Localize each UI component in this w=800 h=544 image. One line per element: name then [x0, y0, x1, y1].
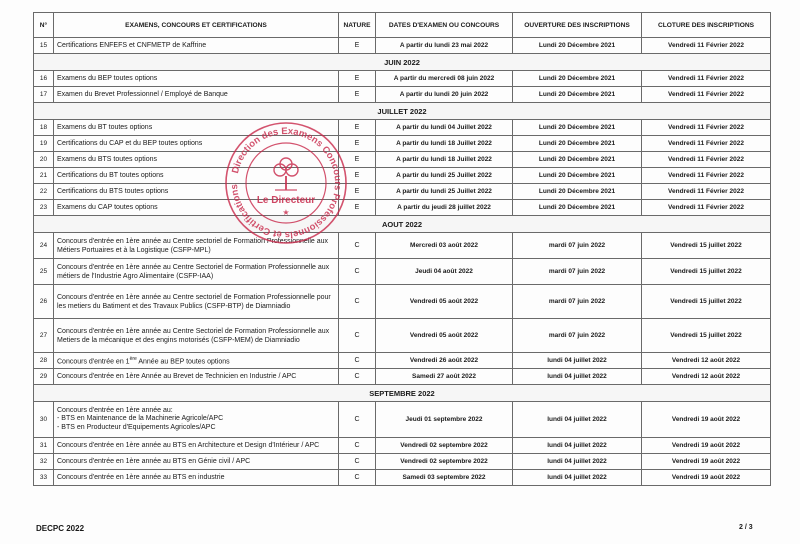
- registration-open-date: Lundi 20 Décembre 2021: [513, 38, 642, 54]
- table-row: [34, 120, 771, 136]
- nature-code: E: [339, 87, 376, 103]
- registration-close-date: Vendredi 11 Février 2022: [642, 200, 771, 216]
- table-row: [34, 168, 771, 184]
- registration-close-date: Vendredi 15 juillet 2022: [642, 319, 771, 353]
- row-number: 30: [34, 402, 54, 438]
- exam-title-part: Concours d'entrée en 1: [57, 358, 130, 366]
- registration-open-date: Lundi 20 Décembre 2021: [513, 136, 642, 152]
- registration-open-date: Lundi 20 Décembre 2021: [513, 71, 642, 87]
- exam-date: Vendredi 26 août 2022: [376, 353, 513, 369]
- table-row: [34, 136, 771, 152]
- row-number: 15: [34, 38, 54, 54]
- registration-close-date: Vendredi 19 août 2022: [642, 470, 771, 486]
- nature-code: E: [339, 152, 376, 168]
- registration-close-date: Vendredi 12 août 2022: [642, 369, 771, 385]
- table-row: [34, 152, 771, 168]
- table-row: [34, 38, 771, 54]
- row-number: 29: [34, 369, 54, 385]
- exam-date: Jeudi 04 août 2022: [376, 259, 513, 285]
- table-row: [34, 402, 771, 438]
- row-number: 22: [34, 184, 54, 200]
- exam-title: Concours d'entrée en 1ère année au BTS en Génie civil / APC: [54, 454, 339, 470]
- month-heading: JUIN 2022: [34, 54, 771, 71]
- exam-date: A partir du jeudi 28 juillet 2022: [376, 200, 513, 216]
- exam-date: A partir du lundi 20 juin 2022: [376, 87, 513, 103]
- month-heading-row: [34, 385, 771, 402]
- exam-title-part: ère: [129, 355, 137, 362]
- table-row: [34, 319, 771, 353]
- row-number: 27: [34, 319, 54, 353]
- registration-open-date: lundi 04 juillet 2022: [513, 454, 642, 470]
- exam-title: Concours d'entrée en 1ère année au Centre sectoriel de Formation Professionnelle pour les metiers du Batiment et des Travaux Publics (CSFP-BTP) de Diamniadio: [54, 285, 339, 319]
- exam-date: A partir du mercredi 08 juin 2022: [376, 71, 513, 87]
- exam-title: Examens du BT toutes options: [54, 120, 339, 136]
- stamp-star-icon: ★: [282, 208, 290, 217]
- exam-title: Certifications ENFEFS et CNFMETP de Kaffrine: [54, 38, 339, 54]
- registration-open-date: lundi 04 juillet 2022: [513, 438, 642, 454]
- stamp-ring-text: Direction des Examens Concours Professionnels et Certifications: [228, 125, 344, 241]
- nature-code: C: [339, 319, 376, 353]
- exam-title: Examens du BTS toutes options: [54, 152, 339, 168]
- registration-open-date: Lundi 20 Décembre 2021: [513, 120, 642, 136]
- nature-code: E: [339, 184, 376, 200]
- row-number: 31: [34, 438, 54, 454]
- registration-close-date: Vendredi 19 août 2022: [642, 438, 771, 454]
- row-number: 20: [34, 152, 54, 168]
- exam-date: A partir du lundi 23 mai 2022: [376, 38, 513, 54]
- row-number: 18: [34, 120, 54, 136]
- exam-title: Certifications du CAP et du BEP toutes options: [54, 136, 339, 152]
- nature-code: E: [339, 168, 376, 184]
- nature-code: C: [339, 454, 376, 470]
- nature-code: E: [339, 71, 376, 87]
- registration-close-date: Vendredi 11 Février 2022: [642, 136, 771, 152]
- registration-close-date: Vendredi 11 Février 2022: [642, 71, 771, 87]
- nature-code: C: [339, 402, 376, 438]
- month-heading-row: [34, 54, 771, 71]
- stamp-center-text: Le Directeur: [256, 195, 316, 206]
- exam-date: Samedi 27 août 2022: [376, 369, 513, 385]
- header-exam: EXAMENS, CONCOURS ET CERTIFICATIONS: [54, 13, 339, 38]
- row-number: 17: [34, 87, 54, 103]
- table-row: [34, 200, 771, 216]
- exam-title: [54, 353, 339, 369]
- row-number: 16: [34, 71, 54, 87]
- tree-emblem-icon: [274, 158, 298, 190]
- month-heading: JUILLET 2022: [34, 103, 771, 120]
- registration-close-date: Vendredi 19 août 2022: [642, 454, 771, 470]
- header-closing: CLOTURE DES INSCRIPTIONS: [642, 13, 771, 38]
- exam-date: Vendredi 02 septembre 2022: [376, 438, 513, 454]
- exam-title-line: - BTS en Maintenance de la Machinerie Agricole/APC: [57, 415, 224, 423]
- schedule-table: [33, 12, 771, 486]
- exam-date: Vendredi 05 août 2022: [376, 319, 513, 353]
- month-heading-row: [34, 103, 771, 120]
- table-header-row: [34, 13, 771, 38]
- registration-open-date: Lundi 20 Décembre 2021: [513, 184, 642, 200]
- registration-close-date: Vendredi 15 juillet 2022: [642, 233, 771, 259]
- month-heading: AOUT 2022: [34, 216, 771, 233]
- row-number: 33: [34, 470, 54, 486]
- table-row: [34, 259, 771, 285]
- exam-date: Samedi 03 septembre 2022: [376, 470, 513, 486]
- exam-title: Examen du Brevet Professionnel / Employé de Banque: [54, 87, 339, 103]
- table-row: [34, 369, 771, 385]
- registration-close-date: Vendredi 11 Février 2022: [642, 184, 771, 200]
- registration-close-date: Vendredi 11 Février 2022: [642, 38, 771, 54]
- nature-code: C: [339, 259, 376, 285]
- month-heading: SEPTEMBRE 2022: [34, 385, 771, 402]
- exam-title: Examens du BEP toutes options: [54, 71, 339, 87]
- exam-date: Mercredi 03 août 2022: [376, 233, 513, 259]
- header-nature: NATURE: [339, 13, 376, 38]
- exam-title-part: Année au BEP toutes options: [136, 358, 230, 366]
- table-row: [34, 87, 771, 103]
- exam-date: Jeudi 01 septembre 2022: [376, 402, 513, 438]
- nature-code: E: [339, 136, 376, 152]
- registration-open-date: lundi 04 juillet 2022: [513, 353, 642, 369]
- registration-open-date: lundi 04 juillet 2022: [513, 402, 642, 438]
- table-row: [34, 438, 771, 454]
- exam-date: Vendredi 02 septembre 2022: [376, 454, 513, 470]
- registration-open-date: mardi 07 juin 2022: [513, 319, 642, 353]
- exam-title-line: Concours d'entrée en 1ère année au:: [57, 406, 173, 414]
- nature-code: C: [339, 470, 376, 486]
- registration-open-date: Lundi 20 Décembre 2021: [513, 200, 642, 216]
- registration-close-date: Vendredi 11 Février 2022: [642, 120, 771, 136]
- registration-open-date: mardi 07 juin 2022: [513, 285, 642, 319]
- table-row: [34, 184, 771, 200]
- row-number: 28: [34, 353, 54, 369]
- exam-date: Vendredi 05 août 2022: [376, 285, 513, 319]
- exam-title: Concours d'entrée en 1ère Année au Brevet de Technicien en Industrie / APC: [54, 369, 339, 385]
- registration-open-date: lundi 04 juillet 2022: [513, 470, 642, 486]
- registration-close-date: Vendredi 12 août 2022: [642, 353, 771, 369]
- table-row: [34, 353, 771, 369]
- exam-title: Concours d'entrée en 1ère année au Centre Sectoriel de Formation Professionnelle aux Metiers de la mécanique et des engins motorisés (CSFP-MEM) de Diamniadio: [54, 319, 339, 353]
- registration-open-date: Lundi 20 Décembre 2021: [513, 152, 642, 168]
- registration-close-date: Vendredi 15 juillet 2022: [642, 259, 771, 285]
- table-row: [34, 285, 771, 319]
- exam-title: Concours d'entrée en 1ère année au BTS en industrie: [54, 470, 339, 486]
- row-number: 19: [34, 136, 54, 152]
- exam-title: Concours d'entrée en 1ère année au BTS en Architecture et Design d'Intérieur / APC: [54, 438, 339, 454]
- row-number: 25: [34, 259, 54, 285]
- nature-code: E: [339, 120, 376, 136]
- registration-open-date: Lundi 20 Décembre 2021: [513, 87, 642, 103]
- row-number: 23: [34, 200, 54, 216]
- table-row: [34, 71, 771, 87]
- nature-code: C: [339, 438, 376, 454]
- table-row: [34, 470, 771, 486]
- row-number: 21: [34, 168, 54, 184]
- header-opening: OUVERTURE DES INSCRIPTIONS: [513, 13, 642, 38]
- nature-code: C: [339, 233, 376, 259]
- table-row: [34, 454, 771, 470]
- registration-open-date: lundi 04 juillet 2022: [513, 369, 642, 385]
- nature-code: E: [339, 200, 376, 216]
- exam-title: Certifications du BTS toutes options: [54, 184, 339, 200]
- registration-open-date: mardi 07 juin 2022: [513, 233, 642, 259]
- registration-close-date: Vendredi 11 Février 2022: [642, 168, 771, 184]
- exam-title: Concours d'entrée en 1ère année au Centre Sectoriel de Formation Professionnelle aux métiers de l'Industrie Agro Alimentaire (CSFP-IAA): [54, 259, 339, 285]
- month-heading-row: [34, 216, 771, 233]
- row-number: 32: [34, 454, 54, 470]
- nature-code: C: [339, 285, 376, 319]
- nature-code: C: [339, 353, 376, 369]
- footer-label: DECPC 2022: [36, 524, 85, 533]
- nature-code: E: [339, 38, 376, 54]
- exam-title-line: - BTS en Producteur d'Equipements Agricoles/APC: [57, 423, 216, 431]
- registration-close-date: Vendredi 15 juillet 2022: [642, 285, 771, 319]
- exam-title: Concours d'entrée en 1ère année au Centre sectoriel de Formation Professionnelle aux Métiers Portuaires et à la Logistique (CSFP-MPL): [54, 233, 339, 259]
- exam-date: A partir du lundi 18 Juillet 2022: [376, 152, 513, 168]
- registration-close-date: Vendredi 11 Février 2022: [642, 87, 771, 103]
- registration-close-date: Vendredi 11 Février 2022: [642, 152, 771, 168]
- row-number: 24: [34, 233, 54, 259]
- row-number: 26: [34, 285, 54, 319]
- registration-close-date: Vendredi 19 août 2022: [642, 402, 771, 438]
- table-row: [34, 233, 771, 259]
- exam-title: Certifications du BT toutes options: [54, 168, 339, 184]
- registration-open-date: mardi 07 juin 2022: [513, 259, 642, 285]
- exam-title: Examens du CAP toutes options: [54, 200, 339, 216]
- exam-date: A partir du lundi 25 Juillet 2022: [376, 168, 513, 184]
- header-num: N°: [34, 13, 54, 38]
- exam-date: A partir du lundi 04 Juillet 2022: [376, 120, 513, 136]
- registration-open-date: Lundi 20 Décembre 2021: [513, 168, 642, 184]
- nature-code: C: [339, 369, 376, 385]
- exam-title: [54, 402, 339, 438]
- exam-date: A partir du lundi 25 Juillet 2022: [376, 184, 513, 200]
- page-number: 2 / 3: [739, 524, 753, 531]
- header-dates: DATES D'EXAMEN OU CONCOURS: [376, 13, 513, 38]
- official-stamp: [223, 120, 349, 246]
- exam-date: A partir du lundi 18 Juillet 2022: [376, 136, 513, 152]
